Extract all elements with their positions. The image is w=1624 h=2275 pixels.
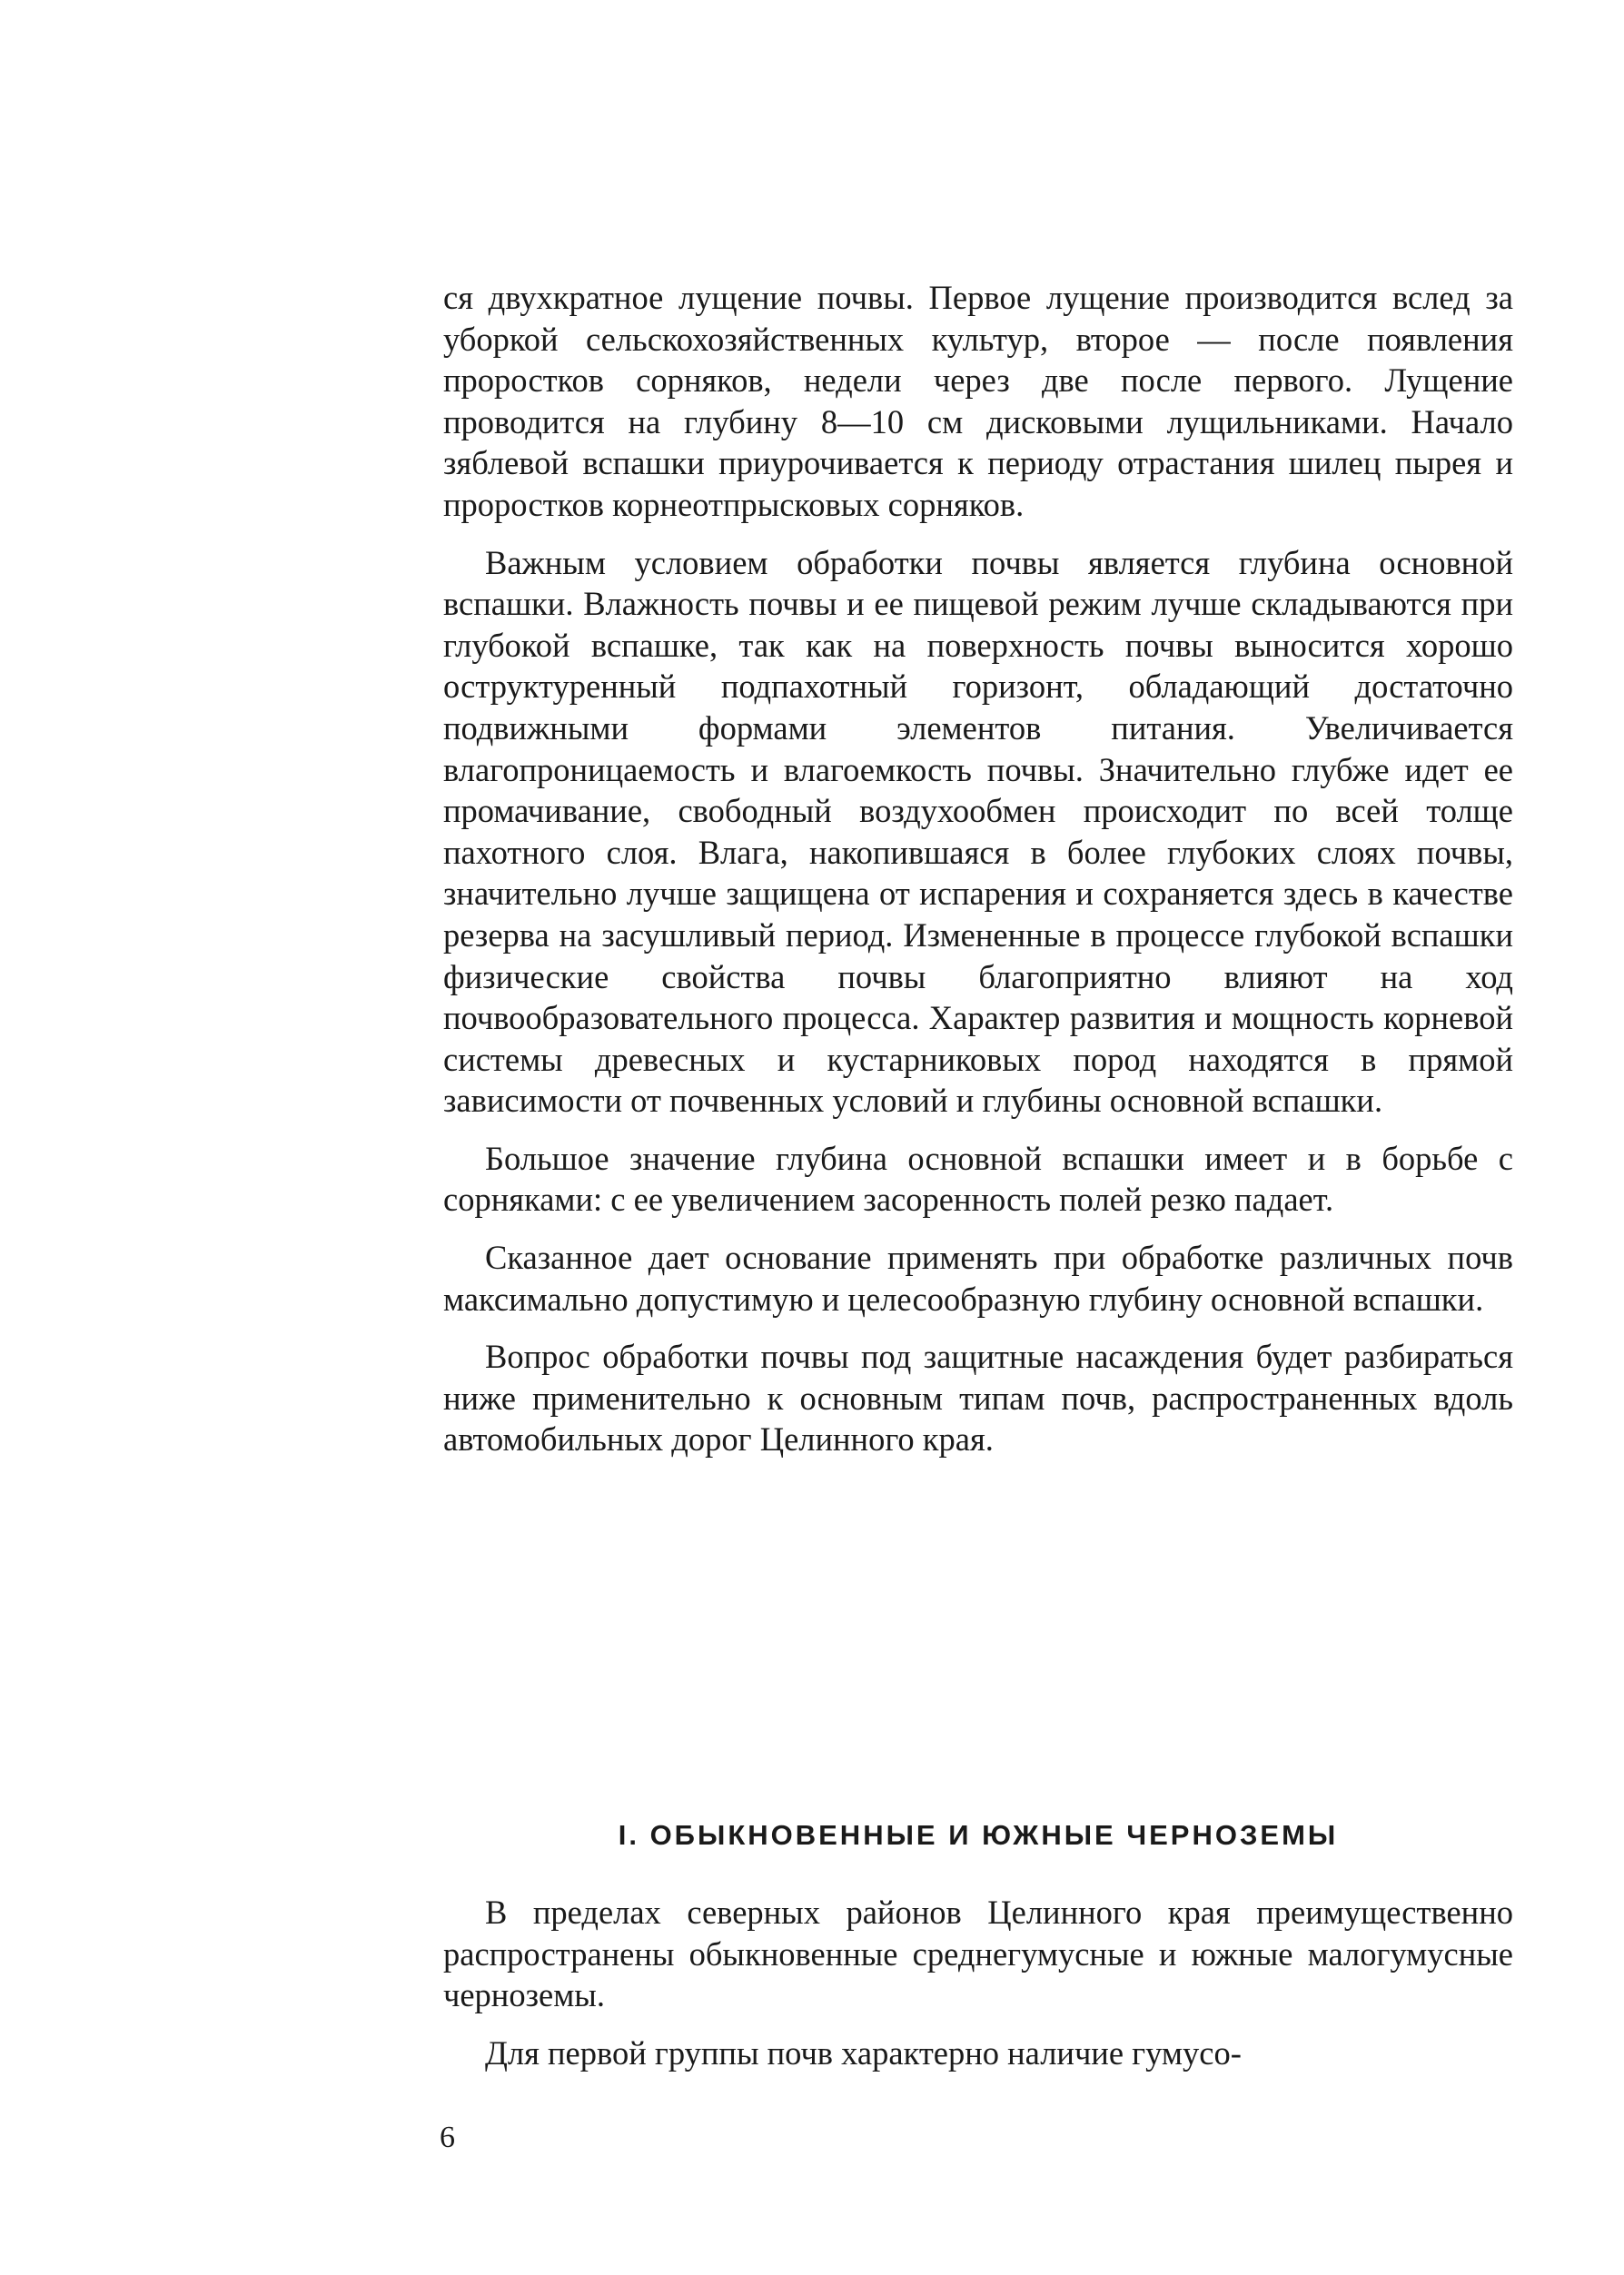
paragraph-first-group: Для первой группы почв характерно наличие гумусо- xyxy=(485,2033,1242,2072)
page-number: 6 xyxy=(440,2121,455,2154)
section-text xyxy=(443,1892,1513,2090)
paragraph-continuation: ся двухкратное лущение почвы. Первое лущение производится вслед за уборкой сельскохозяйственных культур, второе — после появления проростков сорняков, недели через две после первого. Лущение проводится на глубину 8—10 см дисковыми лущильниками. Начало зяблевой вспашки приурочивается к периоду отрастания шилец пырея и проростков корнеотпрысковых сорняков. xyxy=(443,279,1513,523)
paragraph-deep-plowing: Важным условием обработки почвы является глубина основной вспашки. Влажность почвы и ее пищевой режим лучше складываются при глубокой вспашке, так как на поверхность почвы выносится хорошо оструктуренный подпахотный горизонт, обладающий достаточно подвижными формами элементов питания. Увеличивается влагопроницаемость и влагоемкость почвы. Значительно глубже идет ее промачивание, свободный воздухообмен происходит по всей толще пахотного слоя. Влага, накопившаяся в более глубоких слоях почвы, значительно лучше защищена от испарения и сохраняется здесь в качестве резерва на засушливый период. Измененные в процессе глубокой вспашки физические свойства почвы благоприятно влияют на ход почвообразовательного процесса. Характер развития и мощность корневой системы древесных и кустарниковых пород находятся в прямой зависимости от почвенных условий и глубины основной вспашки. xyxy=(443,543,1513,1120)
paragraph-soil-types: Вопрос обработки почвы под защитные насаждения будет разбираться ниже применительно к основным типам почв, распространенных вдоль автомобильных дорог Целинного края. xyxy=(443,1338,1513,1459)
body-text xyxy=(443,277,1513,1477)
paragraph-conclusion: Сказанное дает основание применять при обработке различных почв максимально допустимую и целесообразную глубину основной вспашки. xyxy=(443,1239,1513,1318)
paragraph-weeds: Большое значение глубина основной вспашки имеет и в борьбе с сорняками: с ее увеличением засоренность полей резко падает. xyxy=(443,1139,1513,1219)
paragraph-northern-districts: В пределах северных районов Целинного края преимущественно распространены обыкновенные среднегумусные и южные малогумусные черноземы. xyxy=(443,1894,1513,2014)
section-heading: I. ОБЫКНОВЕННЫЕ И ЮЖНЫЕ ЧЕРНОЗЕМЫ xyxy=(618,1819,1339,1851)
